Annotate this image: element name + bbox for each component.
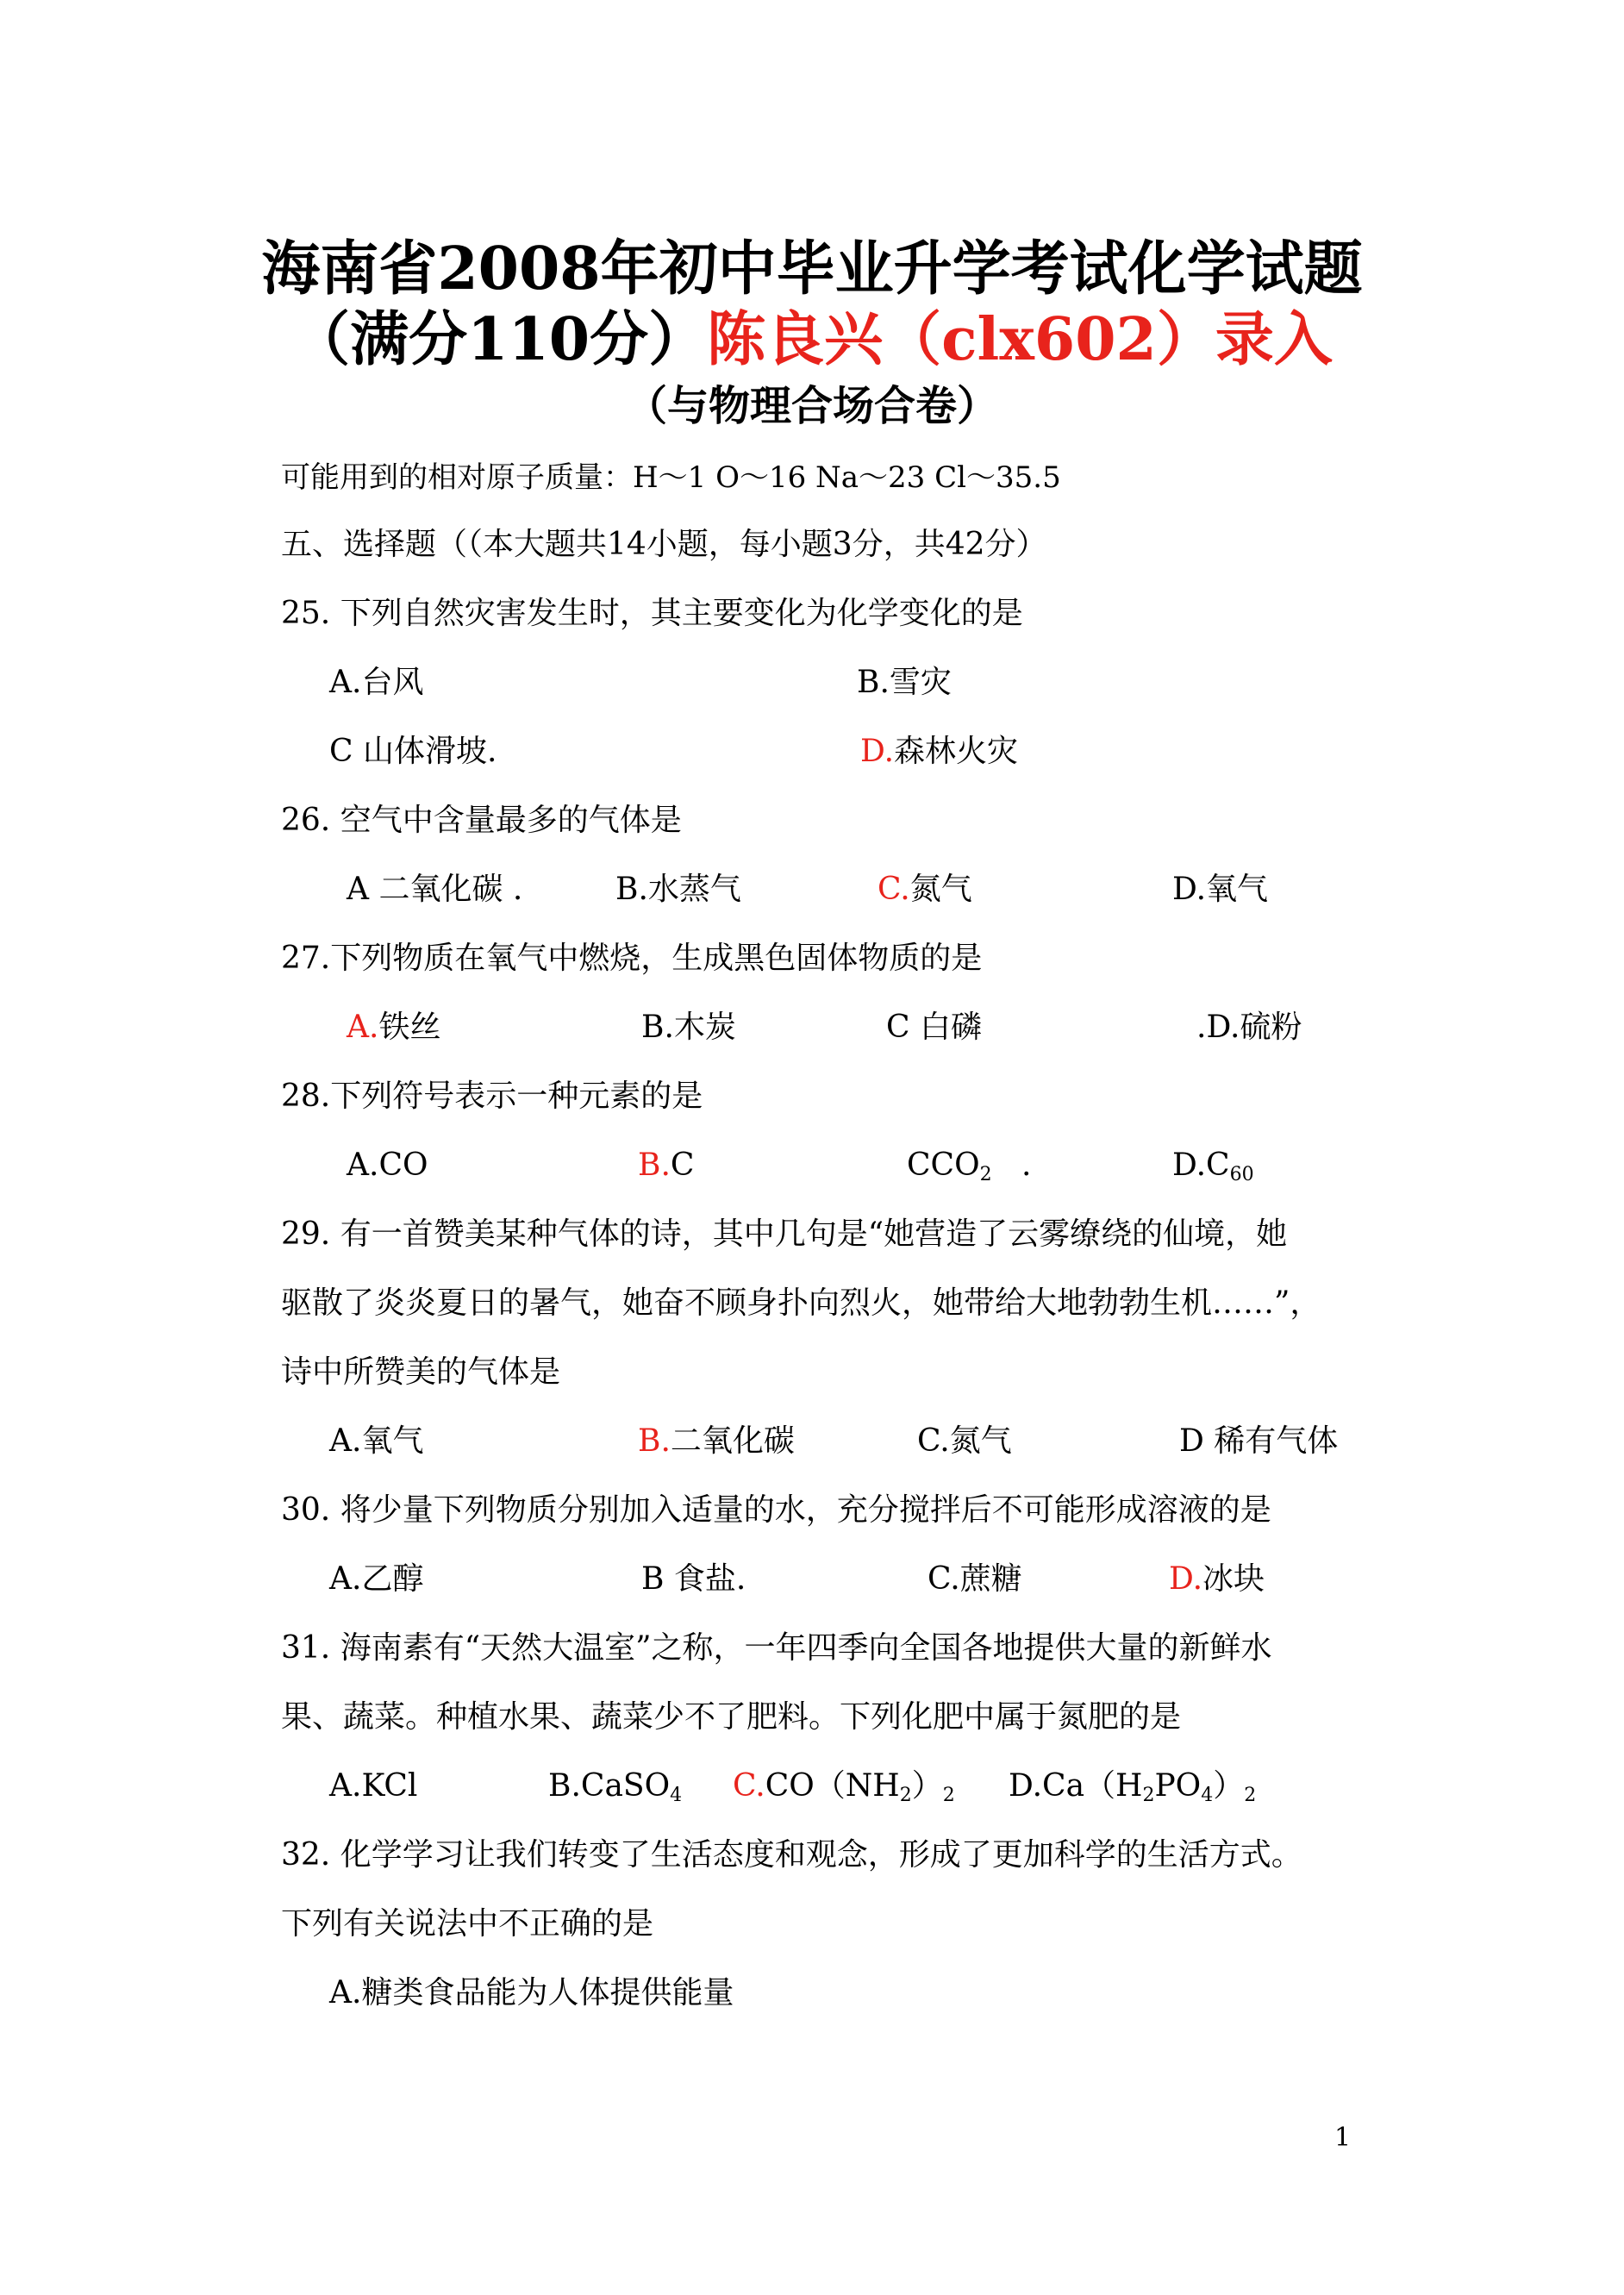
question-27-option-d: .D.硫粉 [1196,1010,1302,1045]
question-28-option-d: $D.C_{60}$ [1172,1148,1254,1185]
question-31-stem-line-1: 31. 海南素有“天然大温室”之称，一年四季向全国各地提供大量的新鲜水 [281,1630,1272,1666]
question-25-stem: 25. 下列自然灾害发生时，其主要变化为化学变化的是 [281,596,1023,631]
question-27-stem: 27.下列物质在氧气中燃烧，生成黑色固体物质的是 [281,941,983,976]
exam-subtitle [0,293,1624,377]
question-31-stem-line-2: 果、蔬菜。种植水果、蔬菜少不了肥料。下列化肥中属于氮肥的是 [281,1699,1182,1735]
typist-credit: 陈良兴（clx602）录入 [707,305,1333,374]
question-25-option-b: B.雪灾 [857,665,952,700]
answer-marker: B. [638,1148,671,1183]
question-30-option-a: A.乙醇 [329,1561,424,1597]
section-heading: 五、选择题（（本大题共14小题，每小题3分，共42分） [281,527,1047,562]
answer-marker: C. [878,872,910,907]
question-27-option-c: C 白磷 [886,1010,982,1045]
question-31-option-d: $D.Ca(H_2PO_4)_2$ [1009,1768,1257,1806]
question-27-option-a: A.铁丝 [347,1010,441,1045]
question-26-option-a: A 二氧化碳 . [347,872,523,907]
question-30-option-d: D.冰块 [1169,1561,1265,1597]
question-30-option-b: B 食盐. [641,1561,746,1597]
question-28-stem: 28.下列符号表示一种元素的是 [281,1079,703,1114]
question-29-option-a: A.氧气 [329,1423,424,1459]
question-28-option-c: $CCO_2$ . [907,1148,1032,1185]
question-32-option-a: A.糖类食品能为人体提供能量 [329,1975,734,2010]
question-26-option-b: B.水蒸气 [615,872,741,907]
question-25-option-c: C 山体滑坡. [329,734,497,769]
question-30-stem: 30. 将少量下列物质分别加入适量的水，充分搅拌后不可能形成溶液的是 [281,1492,1271,1528]
question-28-option-a: A.CO [347,1148,428,1183]
page-number: 1 [1334,2123,1352,2153]
answer-marker: C. [733,1768,765,1804]
question-30-option-c: C.蔗糖 [928,1561,1022,1597]
question-25-option-a: A.台风 [329,665,424,700]
question-31-option-a: A.KCl [329,1768,418,1804]
answer-marker: B. [638,1423,671,1459]
question-29-stem-line-1: 29. 有一首赞美某种气体的诗，其中几句是“她营造了云雾缭绕的仙境，她 [281,1216,1288,1252]
full-score-note: （满分110分） [291,305,708,374]
question-29-option-c: C.氮气 [917,1423,1012,1459]
question-31-option-b: B.CaSO$_4$ [548,1768,683,1806]
exam-title: 海南省2008年初中毕业升学考试化学试题 [261,235,1363,303]
question-31-option-c: $C.CO(NH_2)_2$ [733,1768,955,1806]
question-26-stem: 26. 空气中含量最多的气体是 [281,803,682,838]
answer-marker: D. [1169,1561,1203,1597]
question-26-option-d: D.氧气 [1172,872,1269,907]
question-29-stem-line-2: 驱散了炎炎夏日的暑气，她奋不顾身扑向烈火，她带给大地勃勃生机……”， [281,1285,1321,1321]
exam-note: （与物理合场合卷） [625,382,998,430]
question-27-option-b: B.木炭 [641,1010,736,1045]
atomic-masses: 可能用到的相对原子质量：H～1 O～16 Na～23 Cl～35.5 [281,460,1061,495]
question-32-stem-line-1: 32. 化学学习让我们转变了生活态度和观念，形成了更加科学的生活方式。 [281,1837,1302,1873]
question-29-option-b: B.二氧化碳 [638,1423,795,1459]
question-25-option-d: D.森林火灾 [860,734,1019,769]
question-32-stem-line-2: 下列有关说法中不正确的是 [281,1906,654,1942]
question-26-option-c: C.氮气 [878,872,972,907]
answer-marker: D. [860,734,895,769]
question-28-option-b: B.C [638,1148,695,1183]
question-29-stem-line-3: 诗中所赞美的气体是 [281,1354,561,1390]
question-29-option-d: D 稀有气体 [1179,1423,1339,1459]
answer-marker: A. [347,1010,379,1045]
